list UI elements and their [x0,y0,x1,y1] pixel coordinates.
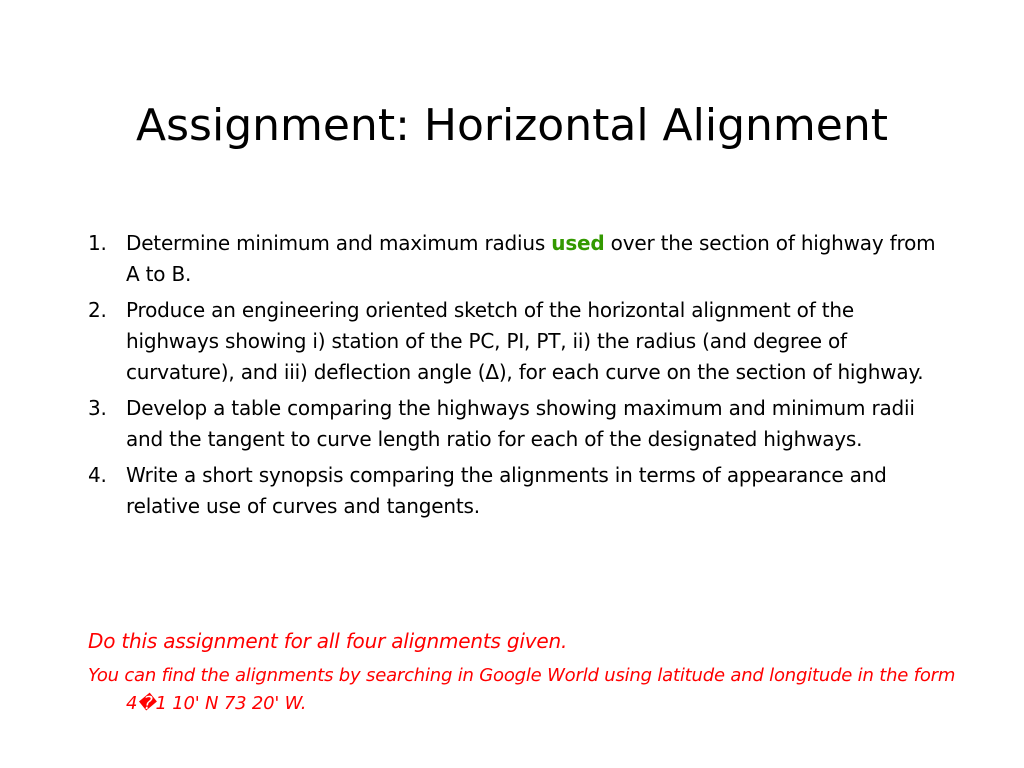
list-item-text: Write a short synopsis comparing the alignments in terms of appearance and relative use of curves and tangents. [126,463,887,518]
list-item [88,393,948,455]
list-item-text-continued: over the section of highway from A to B. [126,231,936,286]
list-item [88,460,948,522]
list-item-number: 4. [88,463,107,487]
list-item-number: 1. [88,231,107,255]
highlighted-word: used [551,231,605,255]
list-item-text: Produce an engineering oriented sketch of the horizontal alignment of the highways showing i) station of the PC, PI, PT, ii) the radius (and degree of curvature), and iii) deflection angle (Δ), for each curve on the section of highway. [126,298,924,384]
list-item-number: 2. [88,298,107,322]
assignment-list [88,228,948,527]
list-item-text: Develop a table comparing the highways showing maximum and minimum radii and the tangent to curve length ratio for each of the designated highways. [126,396,915,451]
list-item-number: 3. [88,396,107,420]
list-item [88,295,948,388]
slide-title: Assignment: Horizontal Alignment [136,100,888,151]
assignment-note: Do this assignment for all four alignments given. [88,629,568,653]
coordinates-hint: You can find the alignments by searching in Google World using latitude and longitude in the form 4�1 10' N 73 20' W. [88,665,956,714]
list-item [88,228,948,290]
list-item-text: Determine minimum and maximum radius [126,231,552,255]
